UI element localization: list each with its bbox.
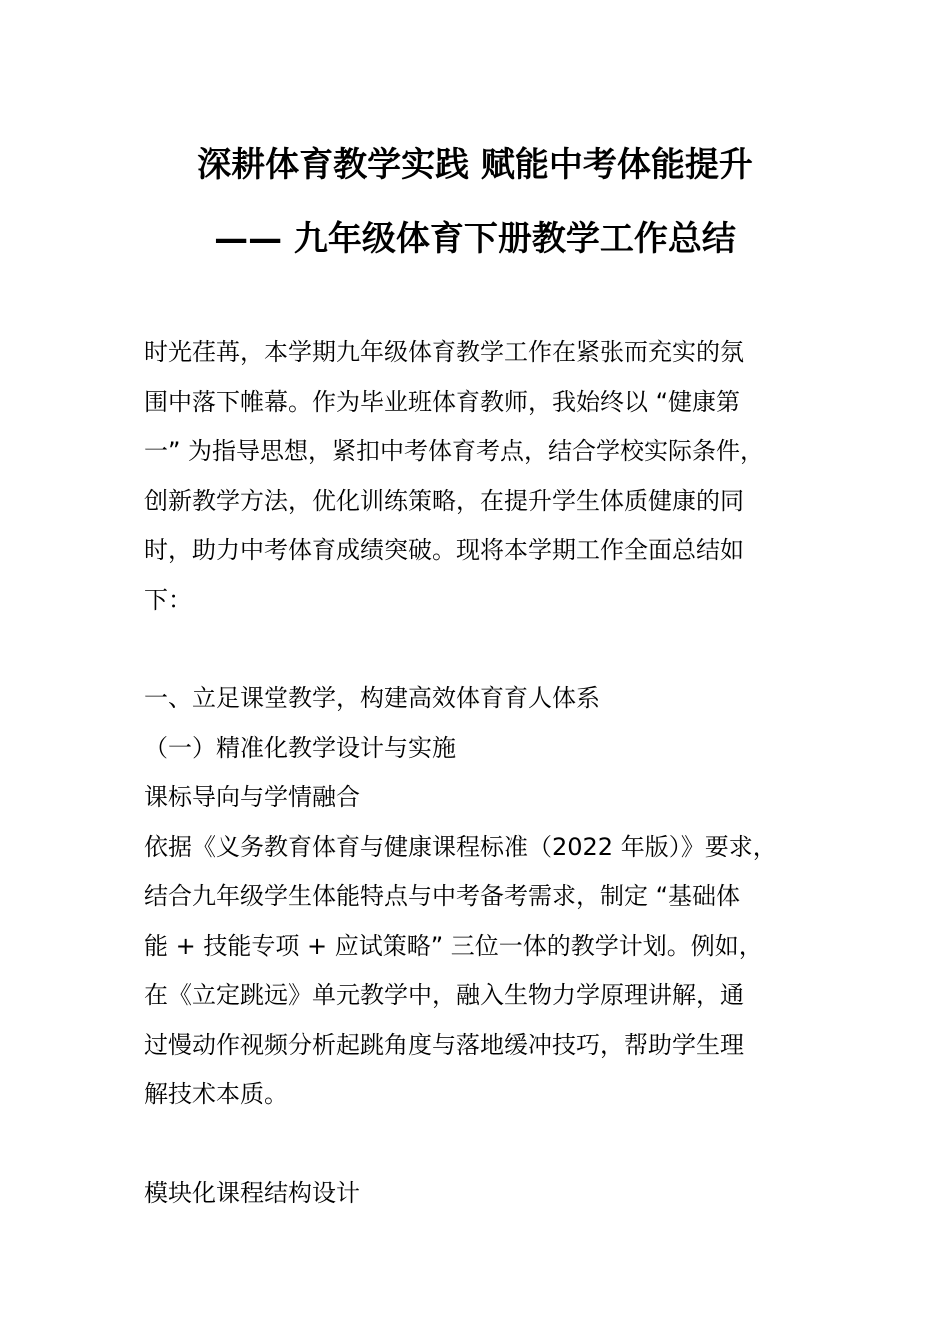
topic-line: 结合九年级学生体能特点与中考备考需求，制定 “基础体 xyxy=(144,882,741,910)
topic-heading: 课标导向与学情融合 xyxy=(144,783,360,811)
topic-heading: 模块化课程结构设计 xyxy=(144,1179,360,1207)
topic-line: 依据《义务教育体育与健康课程标准（2022 年版）》要求， xyxy=(144,832,777,861)
intro-line: 围中落下帷幕。作为毕业班体育教师，我始终以 “健康第 xyxy=(144,387,741,416)
section-heading: 一、立足课堂教学，构建高效体育育人体系 xyxy=(144,684,600,712)
intro-line: 一” 为指导思想，紧扣中考体育考点，结合学校实际条件， xyxy=(144,437,765,465)
topic-line: 能 + 技能专项 + 应试策略” 三位一体的教学计划。例如， xyxy=(144,931,763,960)
topic-line: 过慢动作视频分析起跳角度与落地缓冲技巧，帮助学生理 xyxy=(144,1030,744,1059)
document-title: 深耕体育教学实践 赋能中考体能提升 xyxy=(197,145,753,185)
intro-paragraph xyxy=(144,328,834,625)
topic-line: 解技术本质。 xyxy=(144,1080,288,1108)
subsection-heading: （一）精准化教学设计与实施 xyxy=(144,733,456,762)
intro-line: 创新教学方法，优化训练策略，在提升学生体质健康的同 xyxy=(144,486,744,515)
intro-line: 时光荏苒，本学期九年级体育教学工作在紧张而充实的氛 xyxy=(144,338,744,366)
topic2-block xyxy=(144,1169,834,1219)
topic-line: 在《立定跳远》单元教学中，融入生物力学原理讲解，通 xyxy=(144,981,744,1009)
document-subtitle: —— 九年级体育下册教学工作总结 xyxy=(214,219,736,259)
intro-line: 下： xyxy=(144,585,192,614)
intro-line: 时，助力中考体育成绩突破。现将本学期工作全面总结如 xyxy=(144,536,744,564)
section-block xyxy=(144,674,834,1120)
